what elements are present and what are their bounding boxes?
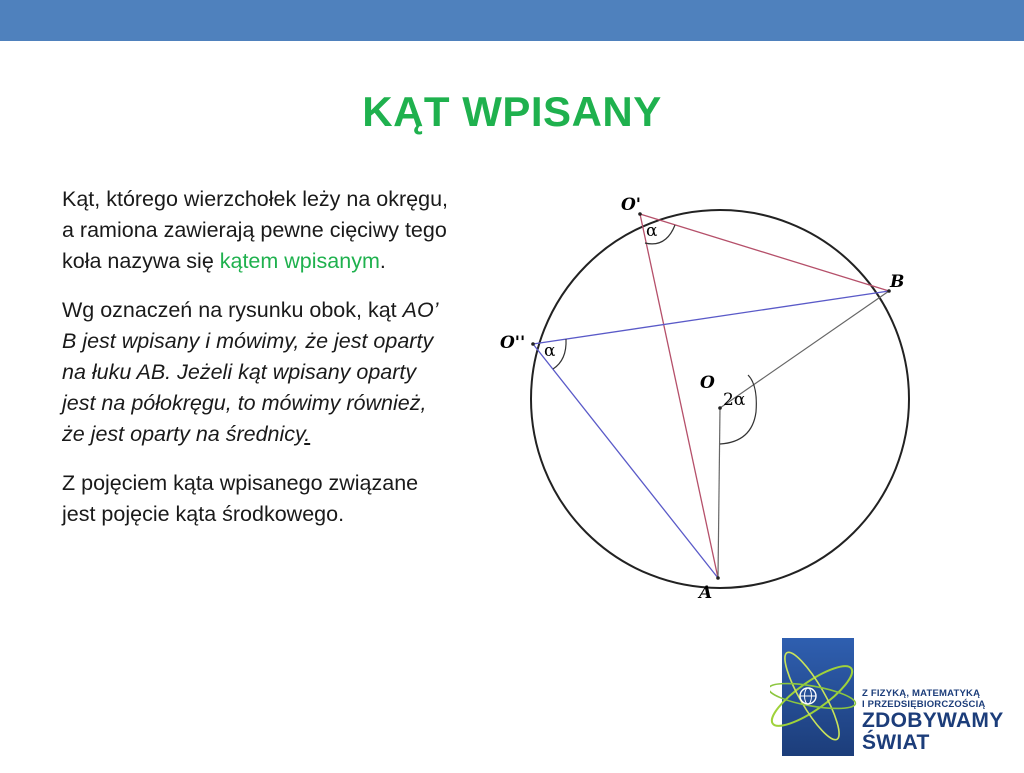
chord-o-prime-a (640, 214, 718, 578)
top-bar (0, 0, 1024, 41)
paragraph-notation-italic: AO’ B jest wpisany i mówimy, że jest oparty na łuku AB. Jeżeli kąt wpisany oparty jest na półokręgu, to mówimy również, że jest oparty na średnicy (62, 298, 438, 446)
radius-o-b (720, 291, 889, 408)
logo-line-3: ZDOBYWAMY (862, 709, 1004, 732)
radius-o-a (718, 408, 720, 578)
point-o-double-prime (531, 342, 535, 346)
highlight-term: kątem wpisanym (219, 249, 380, 273)
paragraph-notation (62, 295, 454, 450)
logo (770, 626, 1024, 768)
point-a (716, 576, 720, 580)
label-b: B (890, 272, 905, 292)
circle (531, 210, 909, 588)
label-alpha-o-double-prime: α (544, 341, 556, 361)
logo-line-1: Z FIZYKĄ, MATEMATYKĄ (862, 688, 981, 699)
point-o (718, 406, 722, 410)
paragraph-definition-end: . (379, 249, 386, 273)
logo-line-2: I PRZEDSIĘBIORCZOŚCIĄ (862, 699, 986, 710)
label-o: O (700, 373, 715, 393)
diagram-svg (490, 180, 930, 610)
chord-o-double-prime-a (533, 344, 718, 578)
slide-title: KĄT WPISANY (362, 88, 662, 135)
logo-rect (782, 638, 854, 756)
paragraph-definition-text: Kąt, którego wierzchołek leży na okręgu, a ramiona zawierają pewne cięciwy tego koła nazywa się (62, 187, 449, 273)
label-two-alpha: 2α (723, 390, 746, 410)
label-a: A (699, 583, 713, 603)
label-o-double-prime: O'' (500, 333, 526, 353)
label-alpha-o-prime: α (646, 221, 658, 241)
paragraph-notation-text: Wg oznaczeń na rysunku obok, kąt (62, 298, 403, 322)
paragraph-notation-dot: . (304, 422, 311, 446)
paragraph-central-angle: Z pojęciem kąta wpisanego związane jest pojęcie kąta środkowego. (62, 471, 419, 526)
chord-o-prime-b (640, 214, 889, 291)
inscribed-angle-diagram (490, 180, 930, 610)
label-o-prime: O' (621, 195, 642, 215)
paragraph-definition (62, 184, 454, 277)
text-body (62, 184, 454, 548)
logo-text (862, 688, 1004, 754)
chord-o-double-prime-b (533, 291, 889, 344)
logo-line-4: ŚWIAT (862, 731, 930, 754)
